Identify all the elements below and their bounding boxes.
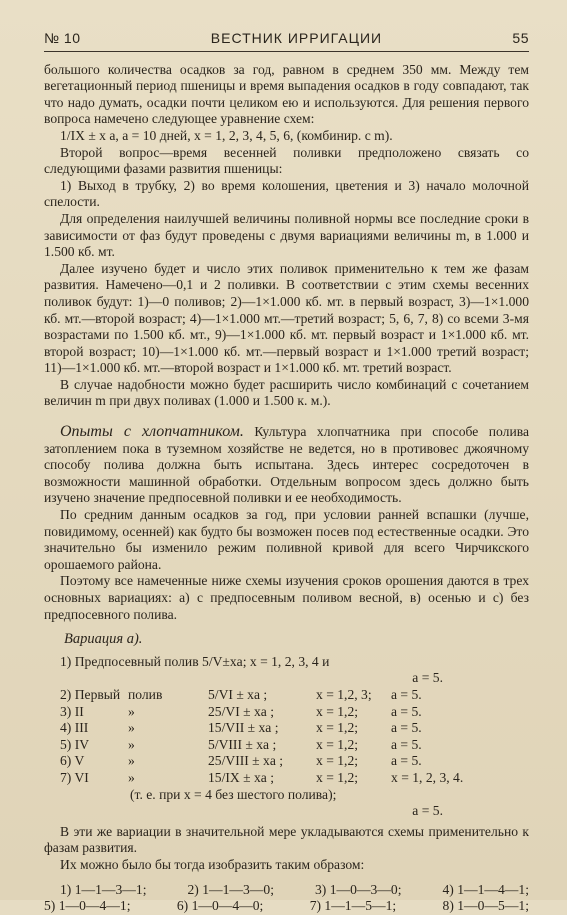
section-title: Опыты с хлопчатником. bbox=[60, 423, 244, 441]
variation-cell-d: 5/VIII ± xa ; bbox=[208, 736, 277, 752]
variation-table bbox=[60, 654, 529, 820]
variation-cell-n: 3) II bbox=[60, 703, 84, 719]
variation-cell-d: 5/VI ± xa ; bbox=[208, 686, 268, 702]
variation-cell-w: полив bbox=[128, 686, 163, 702]
paragraph-5: Далее изучено будет и число этих поливок применительно к тем же фазам развития. Намечено—0,1 и 2 поливки. В соответствии с этим схемы весенних поливок будут: 1)—0 поливов; 2)—1×1.000 кб. мт. в первый возраст, 3)—1×1.000 кб. мт.—второй возраст; 4)—1×1.000 мт.—третий возраст; 5, 6, 7, 8) со всеми 3-мя возрастами по 1.500 кб. мт., 9)—1×1.000 кб. мт. первый возраст и 1×1.000 кб. мт. второй возраст; 10)—1×1.000 кб. мт.—первый возраст и 1×1.000 третий возраст; 11)—1×1.000 кб. мт.—второй возраст и 1×1.000 кб. мт. третий возраст. bbox=[44, 260, 529, 376]
paragraph-11: Их можно было бы тогда изобразить таким образом: bbox=[60, 856, 365, 872]
variation-cell-a: a = 5. bbox=[391, 703, 422, 719]
variation-row bbox=[60, 687, 529, 704]
variation-row bbox=[60, 720, 529, 737]
paragraph-10: В эти же вариации в значительной мере укладываются схемы применительно к фазам развития. bbox=[44, 823, 529, 856]
variation-note: (т. е. при x = 4 без шестого полива); bbox=[130, 786, 337, 802]
variation-cell-w: » bbox=[128, 720, 135, 736]
variation-cell-a: x = 1, 2, 3, 4. bbox=[391, 769, 464, 785]
variation-cell-n: 4) III bbox=[60, 720, 89, 736]
variation-cell-d: 25/VIII ± xa ; bbox=[208, 753, 284, 769]
variation-cell-d: 25/VI ± xa ; bbox=[208, 703, 274, 719]
variation-cell-n: 5) IV bbox=[60, 736, 90, 752]
paragraph-7: Культура хлопчатника при способе полива затоплением пока в туземном хозяйстве не ведется, но в противовес джоячному способу полива должна быть испытана. Здесь интерес сосредоточен в возможности машинной обработки. Отдельным вопросом здесь должно быть изучено значение предпосевной поливки и ее необходимость. bbox=[44, 424, 529, 506]
issue-number: № 10 bbox=[44, 30, 81, 46]
variation-cell-d: 15/VII ± xa ; bbox=[208, 720, 279, 736]
paragraph-4: Для определения наилучшей величины поливной нормы все последние сроки в зависимости от фаз будут проведены с двумя вариациями величины m, в 1.000 и 1.500 кб. мт. bbox=[44, 210, 529, 260]
variation-cell-a: a = 5. bbox=[391, 720, 422, 736]
variation-cell-x: x = 1,2; bbox=[316, 703, 359, 719]
paragraph-9: Поэтому все намеченные ниже схемы изучения сроков орошения даются в трех основных вариациях: а) с предпосевным поливом весной, в) осенью и с) без предпосевного полива. bbox=[44, 573, 529, 622]
page-header bbox=[44, 30, 529, 52]
page-number: 55 bbox=[512, 30, 529, 46]
scheme-item: 7) 1—1—5—1; bbox=[309, 898, 397, 914]
scheme-line-1 bbox=[44, 882, 529, 899]
paragraph-2: Второй вопрос—время весенней поливки предположено связать со следующими фазами развития пшеницы: bbox=[44, 144, 529, 177]
variation-cell-w: » bbox=[128, 769, 135, 785]
cotton-paragraph bbox=[44, 424, 529, 507]
variation-cell-w: » bbox=[128, 753, 135, 769]
variation-title: Вариация а). bbox=[64, 631, 143, 648]
scheme-item: 8) 1—0—5—1; bbox=[442, 898, 529, 914]
variation-row bbox=[60, 770, 529, 787]
variation-cell-d: 15/IX ± xa ; bbox=[208, 769, 274, 785]
journal-title: ВЕСТНИК ИРРИГАЦИИ bbox=[210, 30, 383, 46]
variation-row bbox=[60, 704, 529, 721]
paragraph-6: В случае надобности можно будет расширить число комбинаций с сочетанием величин m при двух поливах (1.000 и 1.500 к. м.). bbox=[44, 376, 529, 409]
scheme-item: 2) 1—1—3—0; bbox=[187, 881, 274, 897]
variation-cell-x: x = 1,2; bbox=[316, 753, 359, 769]
variation-row-1: 1) Предпосевный полив 5/V±xa; x = 1, 2, 3, 4 и bbox=[60, 653, 330, 669]
variation-cell-a: a = 5. bbox=[391, 686, 422, 702]
variation-cell-x: x = 1,2; bbox=[316, 720, 359, 736]
variation-note-a: a = 5. bbox=[412, 803, 443, 819]
scheme-item: 6) 1—0—4—0; bbox=[176, 898, 264, 914]
paragraph-3: 1) Выход в трубку, 2) во время колошения, цветения и 3) начало молочной спелости. bbox=[44, 177, 529, 210]
variation-row bbox=[60, 753, 529, 770]
variation-cell-a: a = 5. bbox=[391, 753, 422, 769]
variation-row bbox=[60, 737, 529, 754]
formula-line: 1/IX ± x a, a = 10 дней, x = 1, 2, 3, 4, 5, 6, (комбинир. с m). bbox=[60, 127, 393, 143]
variation-cell-n: 2) Первый bbox=[60, 686, 121, 702]
paragraph-8: По средним данным осадков за год, при условии ранней вспашки (лучше, повидимому, осенней) как будто бы возможен посев под естественные осадки. Это значительно бы изменило режим поливной кривой для всего Чирчикского орошаемого района. bbox=[44, 507, 529, 572]
paragraph-1: большого количества осадков за год, равном в среднем 350 мм. Между тем вегетационный период пшеницы и время выпадения осадков в году совпадают, так что надо думать, осадки почти целиком ею и используются. Для решения первого вопроса намечено следующее уравнение схем: bbox=[44, 61, 529, 127]
variation-cell-w: » bbox=[128, 703, 135, 719]
variation-cell-n: 6) V bbox=[60, 753, 85, 769]
variation-cell-x: x = 1,2; bbox=[316, 769, 359, 785]
scheme-item: 4) 1—1—4—1; bbox=[442, 881, 529, 897]
variation-cell-x: x = 1,2, 3; bbox=[316, 686, 372, 702]
variation-cell-a: a = 5. bbox=[391, 736, 422, 752]
scheme-line-2 bbox=[44, 898, 529, 915]
variation-cell-x: x = 1,2; bbox=[316, 736, 359, 752]
scheme-item: 3) 1—0—3—0; bbox=[315, 881, 402, 897]
scheme-item: 1) 1—1—3—1; bbox=[60, 881, 147, 897]
variation-row-1-a: a = 5. bbox=[412, 670, 443, 686]
variation-cell-w: » bbox=[128, 736, 135, 752]
variation-cell-n: 7) VI bbox=[60, 769, 89, 785]
scheme-item: 5) 1—0—4—1; bbox=[44, 898, 131, 914]
